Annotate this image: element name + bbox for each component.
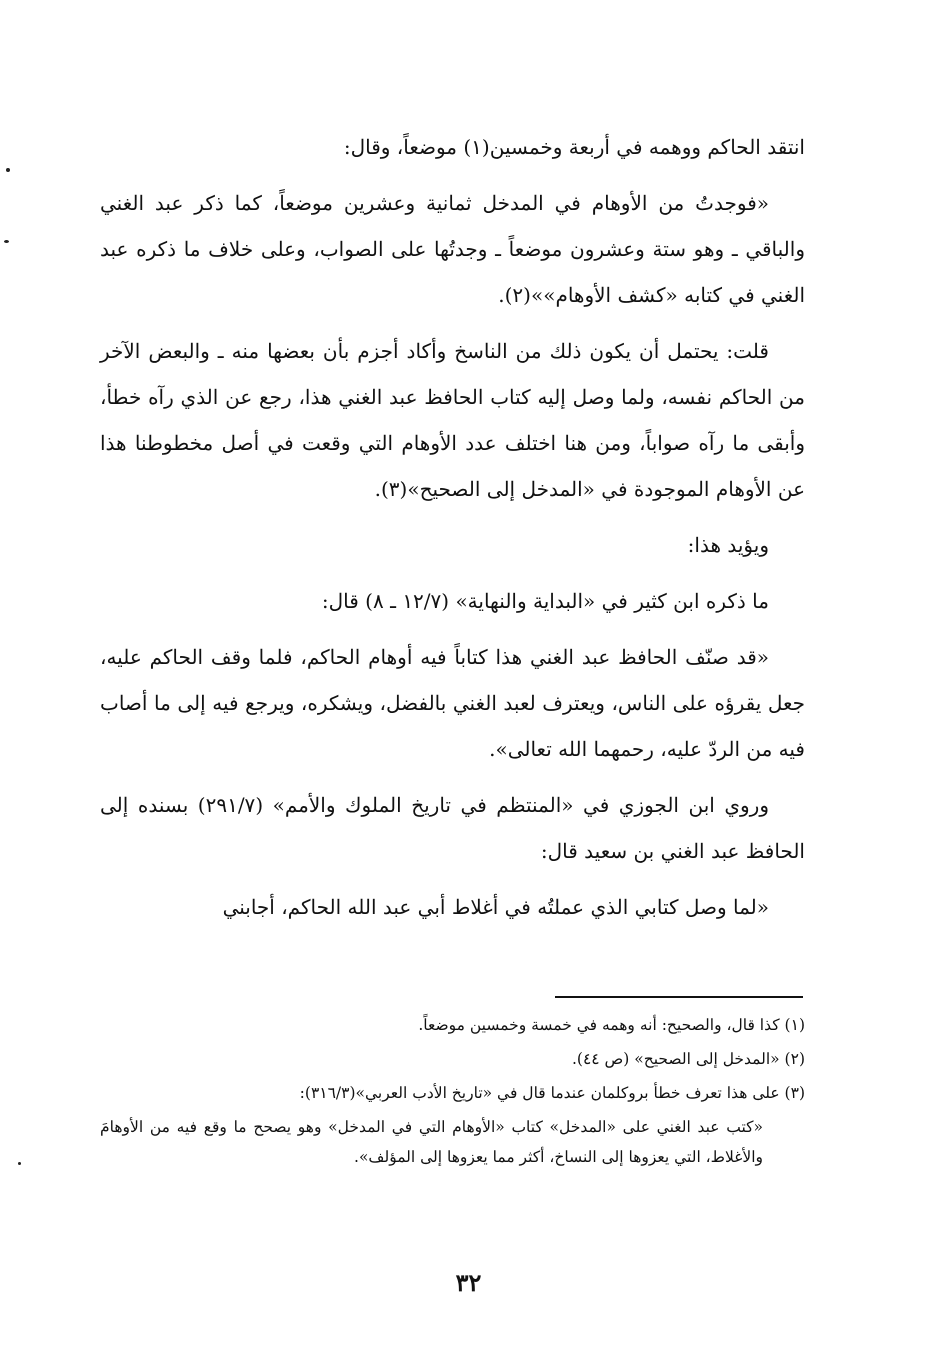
paragraph: «فوجدتُ من الأوهام في المدخل ثمانية وعشرين موضعاً، كما ذكر عبد الغني والباقي ـ وهو ستة وعشرون موضعاً ـ وجدتُها على الصواب، وعلى خلاف ما ذكره عبد الغني في كتابه «كشف الأوهام»»(٢). bbox=[100, 191, 805, 307]
paragraph: «لما وصل كتابي الذي عملتُه في أغلاط أبي عبد الله الحاكم، أجابني bbox=[222, 895, 769, 919]
footnote: (١) كذا قال، والصحيح: أنه وهمه في خمسة وخمسين موضعاً. bbox=[418, 1016, 805, 1034]
footnote-continuation: «كتب عبد الغني على «المدخل» كتاب «الأوهام التي في المدخل» وهو يصحح ما وقع فيه من الأوهامَ والأغلاط، التي يعزوها إلى النساخ، أكثر مما يعزوها إلى المؤلف». bbox=[100, 1118, 763, 1166]
footnote: (٣) على هذا تعرف خطأ بروكلمان عندما قال في «تاريخ الأدب العربي»(٣١٦/٣): bbox=[299, 1084, 805, 1102]
paragraph: ما ذكره ابن كثير في «البداية والنهاية» (١٢/٧ ـ ٨) قال: bbox=[321, 589, 769, 613]
scan-speck bbox=[18, 1162, 21, 1165]
paragraph: قلت: يحتمل أن يكون ذلك من الناسخ وأكاد أجزم بأن بعضها منه ـ والبعض الآخر من الحاكم نفسه، ولما وصل إليه كتاب الحافظ عبد الغني هذا، رجع عن الذي رآه خطأ، وأبقى ما رآه صواباً، ومن هنا اختلف عدد الأوهام التي وقعت في أصل مخطوطنا هذا عن الأوهام الموجودة في «المدخل إلى الصحيح»(٣). bbox=[100, 339, 805, 501]
footnotes bbox=[100, 1010, 805, 1176]
paragraph: انتقد الحاكم ووهمه في أربعة وخمسين(١) موضعاً، وقال: bbox=[343, 135, 805, 159]
scan-speck bbox=[4, 240, 9, 243]
paragraph: ويؤيد هذا: bbox=[687, 533, 769, 557]
page-number: ٣٢ bbox=[455, 1268, 482, 1297]
main-text bbox=[100, 124, 805, 940]
paragraph: وروي ابن الجوزي في «المنتظم في تاريخ الملوك والأمم» (٢٩١/٧) بسنده إلى الحافظ عبد الغني بن سعيد قال: bbox=[100, 793, 805, 863]
footnote: (٢) «المدخل إلى الصحيح» (ص ٤٤). bbox=[571, 1050, 805, 1068]
footnote-divider bbox=[555, 996, 803, 998]
paragraph: «قد صنّف الحافظ عبد الغني هذا كتاباً فيه أوهام الحاكم، فلما وقف الحاكم عليه، جعل يقرؤه على الناس، ويعترف لعبد الغني بالفضل، ويشكره، ويرجع فيه إلى ما أصاب فيه من الردّ عليه، رحمهما الله تعالى». bbox=[100, 645, 805, 761]
scan-speck bbox=[6, 168, 10, 172]
